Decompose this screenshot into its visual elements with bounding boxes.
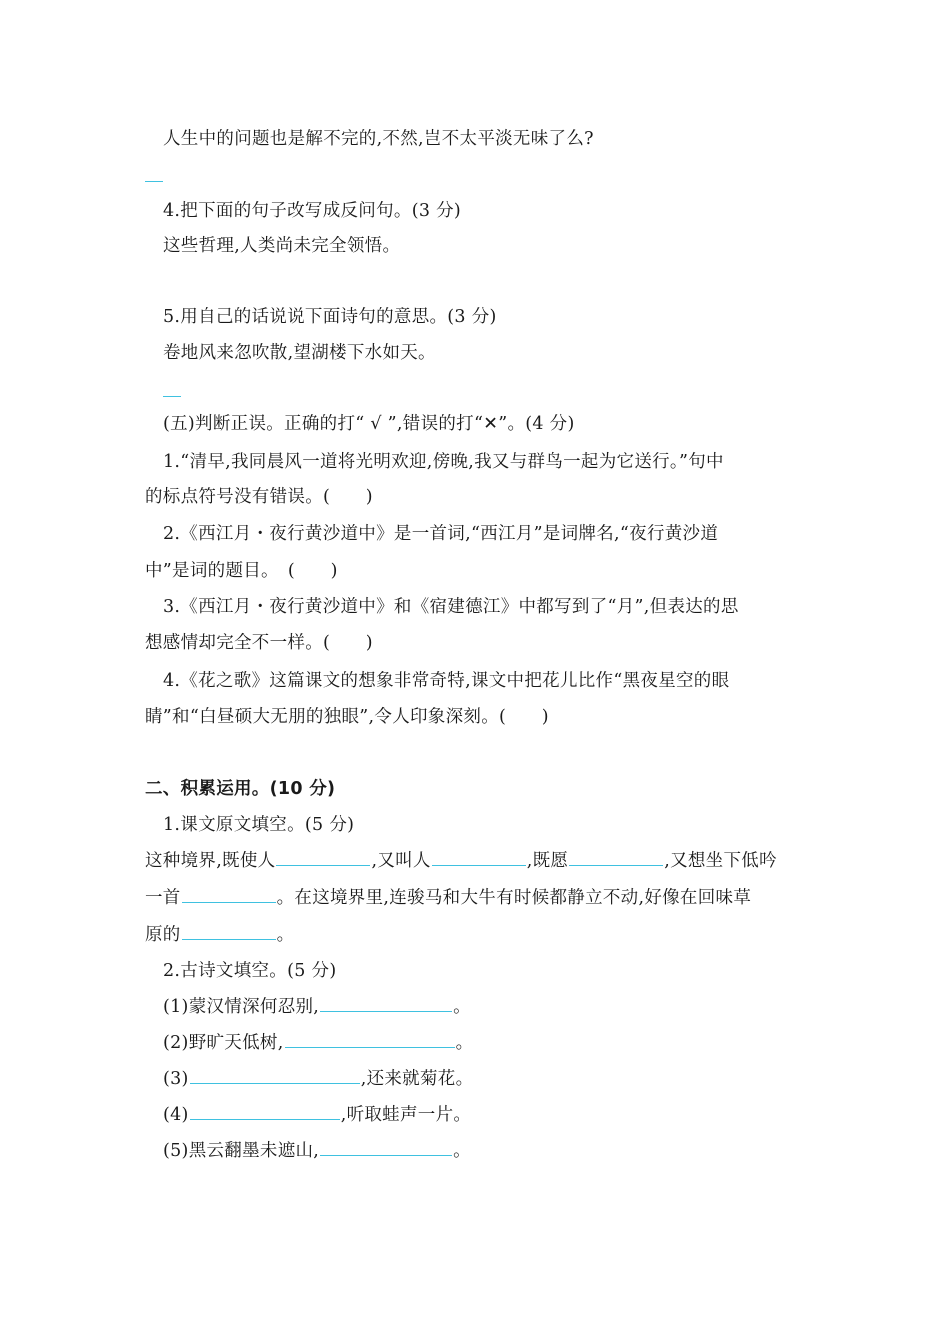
poetry-text: (2)野旷天低树, xyxy=(163,1033,284,1053)
judge-item-2-line1: 2.《西江月・夜行黄沙道中》是一首词,“西江月”是词牌名,“夜行黄沙道 xyxy=(163,524,719,544)
judge-item-4-line1: 4.《花之歌》这篇课文的想象非常奇特,课文中把花儿比作“黑夜星空的眼 xyxy=(163,671,730,691)
fill-text-seg: 。在这境界里,连骏马和大牛有时候都静立不动,好像在回味草 xyxy=(276,888,752,908)
fill-text-seg: 。 xyxy=(276,925,295,945)
poetry-text: 。 xyxy=(453,997,471,1017)
judge-item-3-line2[interactable]: 想感情却完全不一样。( ) xyxy=(145,633,373,653)
judge-item-2-line2[interactable]: 中”是词的题目。 ( ) xyxy=(145,561,338,581)
fill-text-seg: 这种境界,既使人 xyxy=(145,851,276,871)
q4-prompt: 4.把下面的句子改写成反问句。(3 分) xyxy=(163,201,462,221)
poetry-item-4 xyxy=(163,1103,471,1127)
q5-prompt: 5.用自己的话说说下面诗句的意思。(3 分) xyxy=(163,307,497,327)
fill-text-seg: 原的 xyxy=(145,925,181,945)
q3-sentence: 人生中的问题也是解不完的,不然,岂不太平淡无味了么? xyxy=(163,129,594,149)
fill-blank[interactable] xyxy=(182,888,276,903)
fill-blank[interactable] xyxy=(320,997,452,1012)
fill-blank[interactable] xyxy=(190,1069,360,1084)
poetry-text: 。 xyxy=(455,1033,474,1053)
fill-text-line-3 xyxy=(145,923,294,947)
poetry-item-1 xyxy=(163,995,471,1019)
answer-line[interactable] xyxy=(163,396,181,397)
fill-text-line-2 xyxy=(145,886,751,910)
poetry-text: (5)黑云翻墨未遮山, xyxy=(163,1141,320,1161)
poetry-text: (4) xyxy=(163,1105,189,1125)
poetry-text: ,听取蛙声一片。 xyxy=(340,1105,472,1125)
fill-blank[interactable] xyxy=(182,925,276,940)
fill-text-seg: ,又叫人 xyxy=(371,851,431,871)
fill-text-seg: ,又想坐下低吟 xyxy=(664,851,777,871)
fill-text-seg: ,既愿 xyxy=(526,851,569,871)
q4-sentence: 这些哲理,人类尚未完全领悟。 xyxy=(163,236,401,256)
poetry-text: 。 xyxy=(453,1141,471,1161)
fill-blank[interactable] xyxy=(276,851,370,866)
fill-text-seg: 一首 xyxy=(145,888,181,908)
judge-heading: (五)判断正误。正确的打“ √ ”,错误的打“✕”。(4 分) xyxy=(163,414,575,434)
fill-blank[interactable] xyxy=(432,851,526,866)
fill-blank[interactable] xyxy=(569,851,663,866)
answer-line[interactable] xyxy=(145,181,163,182)
q5-poem: 卷地风来忽吹散,望湖楼下水如天。 xyxy=(163,343,436,363)
poetry-item-2 xyxy=(163,1031,473,1055)
section2-heading: 二、积累运用。(10 分) xyxy=(145,779,336,799)
judge-item-4-line2[interactable]: 睛”和“白昼硕大无朋的独眼”,令人印象深刻。( ) xyxy=(145,707,549,727)
judge-item-3-line1: 3.《西江月・夜行黄沙道中》和《宿建德江》中都写到了“月”,但表达的思 xyxy=(163,597,739,617)
judge-item-1-line1: 1.“清早,我同晨风一道将光明欢迎,傍晚,我又与群鸟一起为它送行。”句中 xyxy=(163,452,724,472)
poetry-text: ,还来就菊花。 xyxy=(360,1069,474,1089)
poetry-prompt: 2.古诗文填空。(5 分) xyxy=(163,961,337,981)
fill-text-line-1 xyxy=(145,849,777,873)
poetry-item-5 xyxy=(163,1139,471,1163)
poetry-item-3 xyxy=(163,1067,473,1091)
poetry-text: (1)蒙汉情深何忍别, xyxy=(163,997,320,1017)
poetry-text: (3) xyxy=(163,1069,189,1089)
judge-item-1-line2[interactable]: 的标点符号没有错误。( ) xyxy=(145,487,373,507)
fill-blank[interactable] xyxy=(190,1105,340,1120)
fill-blank[interactable] xyxy=(285,1033,455,1048)
fill-text-prompt: 1.课文原文填空。(5 分) xyxy=(163,815,355,835)
fill-blank[interactable] xyxy=(320,1141,452,1156)
